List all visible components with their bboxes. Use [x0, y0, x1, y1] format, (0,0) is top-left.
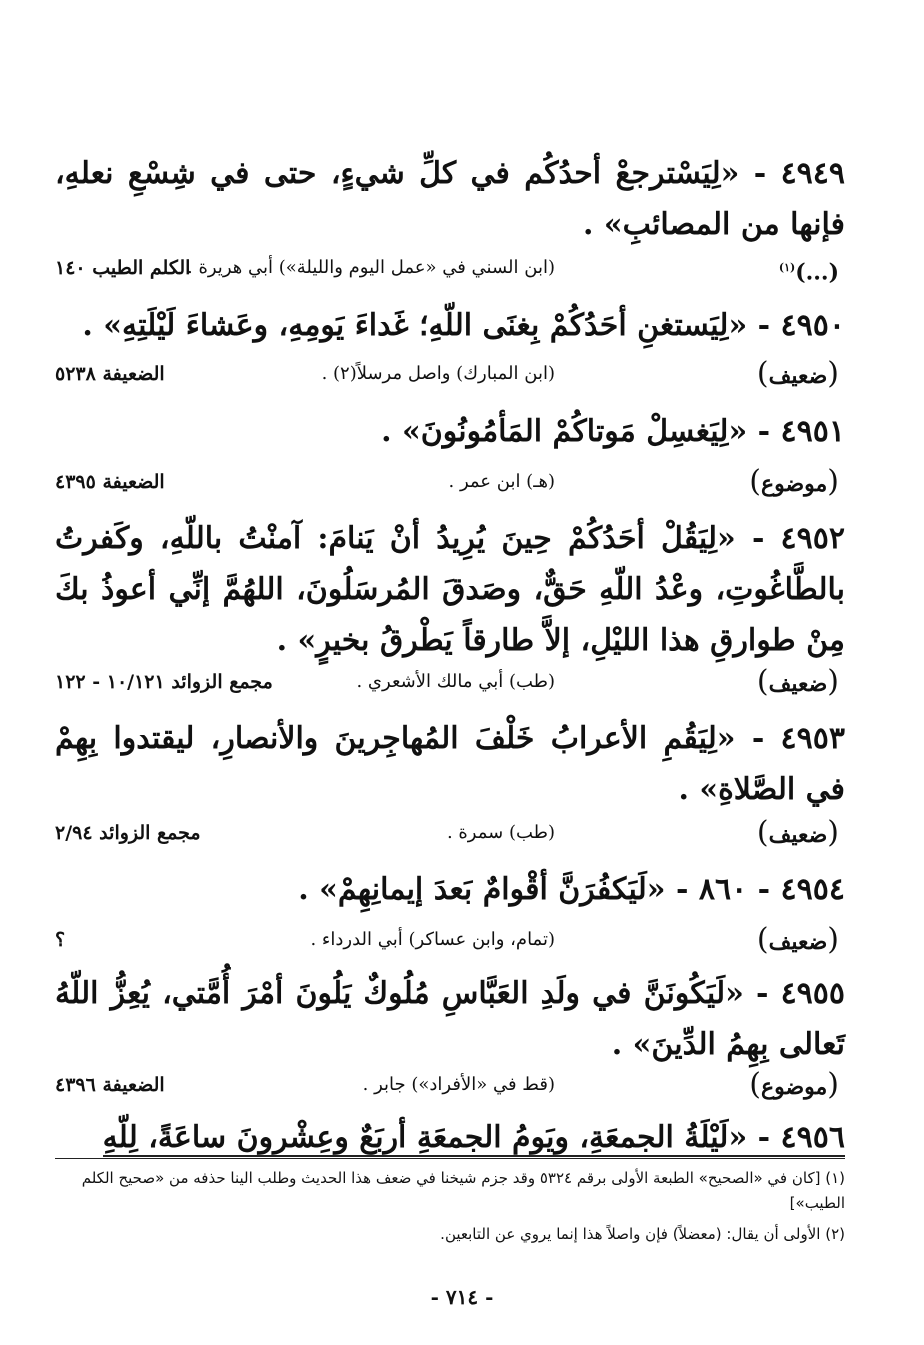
hadith-4954: ٤٩٥٤ - ٨٦٠ - «لَيَكفُرَنَّ أقْوامٌ بَعدَ إيمانِهِمْ» . — [298, 872, 845, 907]
hadith-4950: ٤٩٥٠ - «لِيَستغنِ أحَدُكُمْ بِغنَى اللّهِ؛ غَداءَ يَومِهِ، وعَشاءَ لَيْلَتِهِ» . — [82, 308, 845, 343]
hadith-4949: ٤٩٤٩ - «لِيَسْترجعْ أحدُكُم في كلِّ شيءٍ، حتى في شِسْعِ نعلهِ، فإنها من المصائبِ» . — [55, 156, 846, 242]
reference: الكلم الطيب ١٤٠ — [55, 257, 191, 279]
hadith-text: «لِيَستغنِ أحَدُكُمْ بِغنَى اللّهِ؛ غَداءَ يَومِهِ، وعَشاءَ لَيْلَتِهِ» . — [82, 308, 748, 343]
citation: (تمام، وابن عساكر) أبي الدرداء . — [310, 929, 555, 950]
hadith-number: ٤٩٥٠ — [780, 308, 845, 343]
grade-label: (ضعيف) — [756, 815, 839, 850]
reference: الضعيفة ٥٢٣٨ — [55, 363, 165, 385]
hadith-4952: ٤٩٥٢ - «لِيَقُلْ أحَدُكُمْ حِينَ يُرِيدُ أنْ يَنامَ: آمنْتُ باللّهِ، وكَفرتُ بالطَّاغُوتِ، وعْدُ اللّهِ حَقٌّ، وصَدقَ المُرسَلُونَ، اللهُمَّ إنِّي أعوذُ بكَ مِنْ طوارقِ هذا الليْلِ، إلاَّ طارقاً يَطْرقُ بخيرٍ» . — [55, 521, 845, 658]
footnote-2: (٢) الأولى أن يقال: (معضلاً) فإن واصلاً هذا إنما يروي عن التابعين. — [440, 1225, 845, 1243]
hadith-number: ٤٩٥٤ - ٨٦٠ — [698, 872, 845, 907]
source-line-4949 — [55, 250, 845, 286]
citation: (طب) أبي مالك الأشعري . — [356, 671, 555, 692]
hadith-text: «لِيَسْترجعْ أحدُكُم في كلِّ شيءٍ، حتى في شِسْعِ نعلهِ، فإنها من المصائبِ» . — [55, 156, 845, 242]
source-line-4952 — [55, 664, 845, 700]
footnote-divider — [55, 1158, 845, 1159]
source-line-4950 — [55, 356, 845, 392]
citation: (قط في «الأفراد») جابر . — [362, 1074, 555, 1095]
citation: (ابن السني في «عمل اليوم والليلة») أبي هريرة . — [187, 257, 555, 278]
hadith-number: ٤٩٥١ — [780, 414, 845, 449]
grade-label: (موضوع) — [749, 464, 839, 499]
hadith-4955: ٤٩٥٥ - «لَيَكُونَنَّ في ولَدِ العَبَّاسِ مُلُوكٌ يَلُونَ أمْرَ أُمَّتي، يُعِزُّ اللّهُ تَعالى بِهِمُ الدِّينَ» . — [55, 976, 846, 1062]
hadith-4956 — [55, 1112, 845, 1163]
grade-label: (ضعيف) — [756, 664, 839, 699]
hadith-number: ٤٩٥٥ — [780, 976, 846, 1011]
grade-label: (ضعيف) — [756, 356, 839, 391]
reference: الضعيفة ٤٣٩٦ — [55, 1074, 165, 1096]
source-line-4951 — [55, 464, 845, 500]
grade-label: (موضوع) — [749, 1067, 839, 1102]
underlined-line: ٤٩٥٦ - «لَيْلَةُ الجمعَةِ، ويَومُ الجمعَةِ أربَعٌ وعِشْرونَ ساعَةً، لِلّهِ — [102, 1120, 845, 1155]
hadith-4951: ٤٩٥١ - «لِيَغسِلْ مَوتاكُمْ المَأمُونُونَ» . — [381, 414, 845, 449]
hadith-number: ٤٩٥٣ — [780, 721, 845, 756]
citation: (ابن المبارك) واصل مرسلاً(٢) . — [321, 363, 555, 384]
hadith-number: ٤٩٤٩ — [780, 156, 846, 191]
source-line-4955 — [55, 1067, 845, 1103]
hadith-text: «لَيَكفُرَنَّ أقْوامٌ بَعدَ إيمانِهِمْ» . — [298, 872, 666, 907]
citation: (طب) سمرة . — [446, 822, 555, 843]
hadith-text: «لِيَقُلْ أحَدُكُمْ حِينَ يُرِيدُ أنْ يَنامَ: آمنْتُ باللّهِ، وكَفرتُ بالطَّاغُوتِ، وعْدُ اللّهِ حَقٌّ، وصَدقَ المُرسَلُونَ، اللهُمَّ إنِّي أعوذُ بكَ مِنْ طوارقِ هذا الليْلِ، إلاَّ طارقاً يَطْرقُ بخيرٍ» . — [55, 521, 845, 658]
hadith-number: ٤٩٥٢ — [780, 521, 845, 556]
reference: الضعيفة ٤٣٩٥ — [55, 471, 165, 493]
citation: (هـ) ابن عمر . — [448, 471, 555, 492]
hadith-4953: ٤٩٥٣ - «لِيَقُمِ الأعرابُ خَلْفَ المُهاجِرينَ والأنصارِ، ليقتدوا بِهِمْ في الصَّلاةِ» . — [55, 721, 845, 807]
reference: ؟ — [55, 929, 66, 951]
source-line-4953 — [55, 815, 845, 851]
source-line-4954 — [55, 922, 845, 958]
page-number: - ٧١٤ - — [430, 1285, 494, 1309]
footnote-1: (١) [كان في «الصحيح» الطبعة الأولى برقم ٥٣٢٤ وقد جزم شيخنا في ضعف هذا الحديث وطلب الينا حذفه من «صحيح الكلم الطيب»] — [81, 1169, 845, 1212]
grade-label: (...)$^{(١)}$ — [778, 259, 839, 286]
grade-label: (ضعيف) — [756, 922, 839, 957]
hadith-text: «لِيَقُمِ الأعرابُ خَلْفَ المُهاجِرينَ والأنصارِ، ليقتدوا بِهِمْ في الصَّلاةِ» . — [55, 721, 845, 807]
hadith-text: «لِيَغسِلْ مَوتاكُمْ المَأمُونُونَ» . — [381, 414, 748, 449]
reference: مجمع الزوائد ١٠/١٢١ - ١٢٢ — [55, 671, 273, 693]
hadith-text: «لَيَكُونَنَّ في ولَدِ العَبَّاسِ مُلُوكٌ يَلُونَ أمْرَ أُمَّتي، يُعِزُّ اللّهُ تَعالى بِهِمُ الدِّينَ» . — [55, 976, 845, 1062]
reference: مجمع الزوائد ٢/٩٤ — [55, 822, 201, 844]
hadith-text: «لَيْلَةُ الجمعَةِ، ويَومُ الجمعَةِ أربَعٌ وعِشْرونَ ساعَةً، لِلّهِ — [102, 1120, 748, 1155]
hadith-number: ٤٩٥٦ — [780, 1120, 845, 1155]
